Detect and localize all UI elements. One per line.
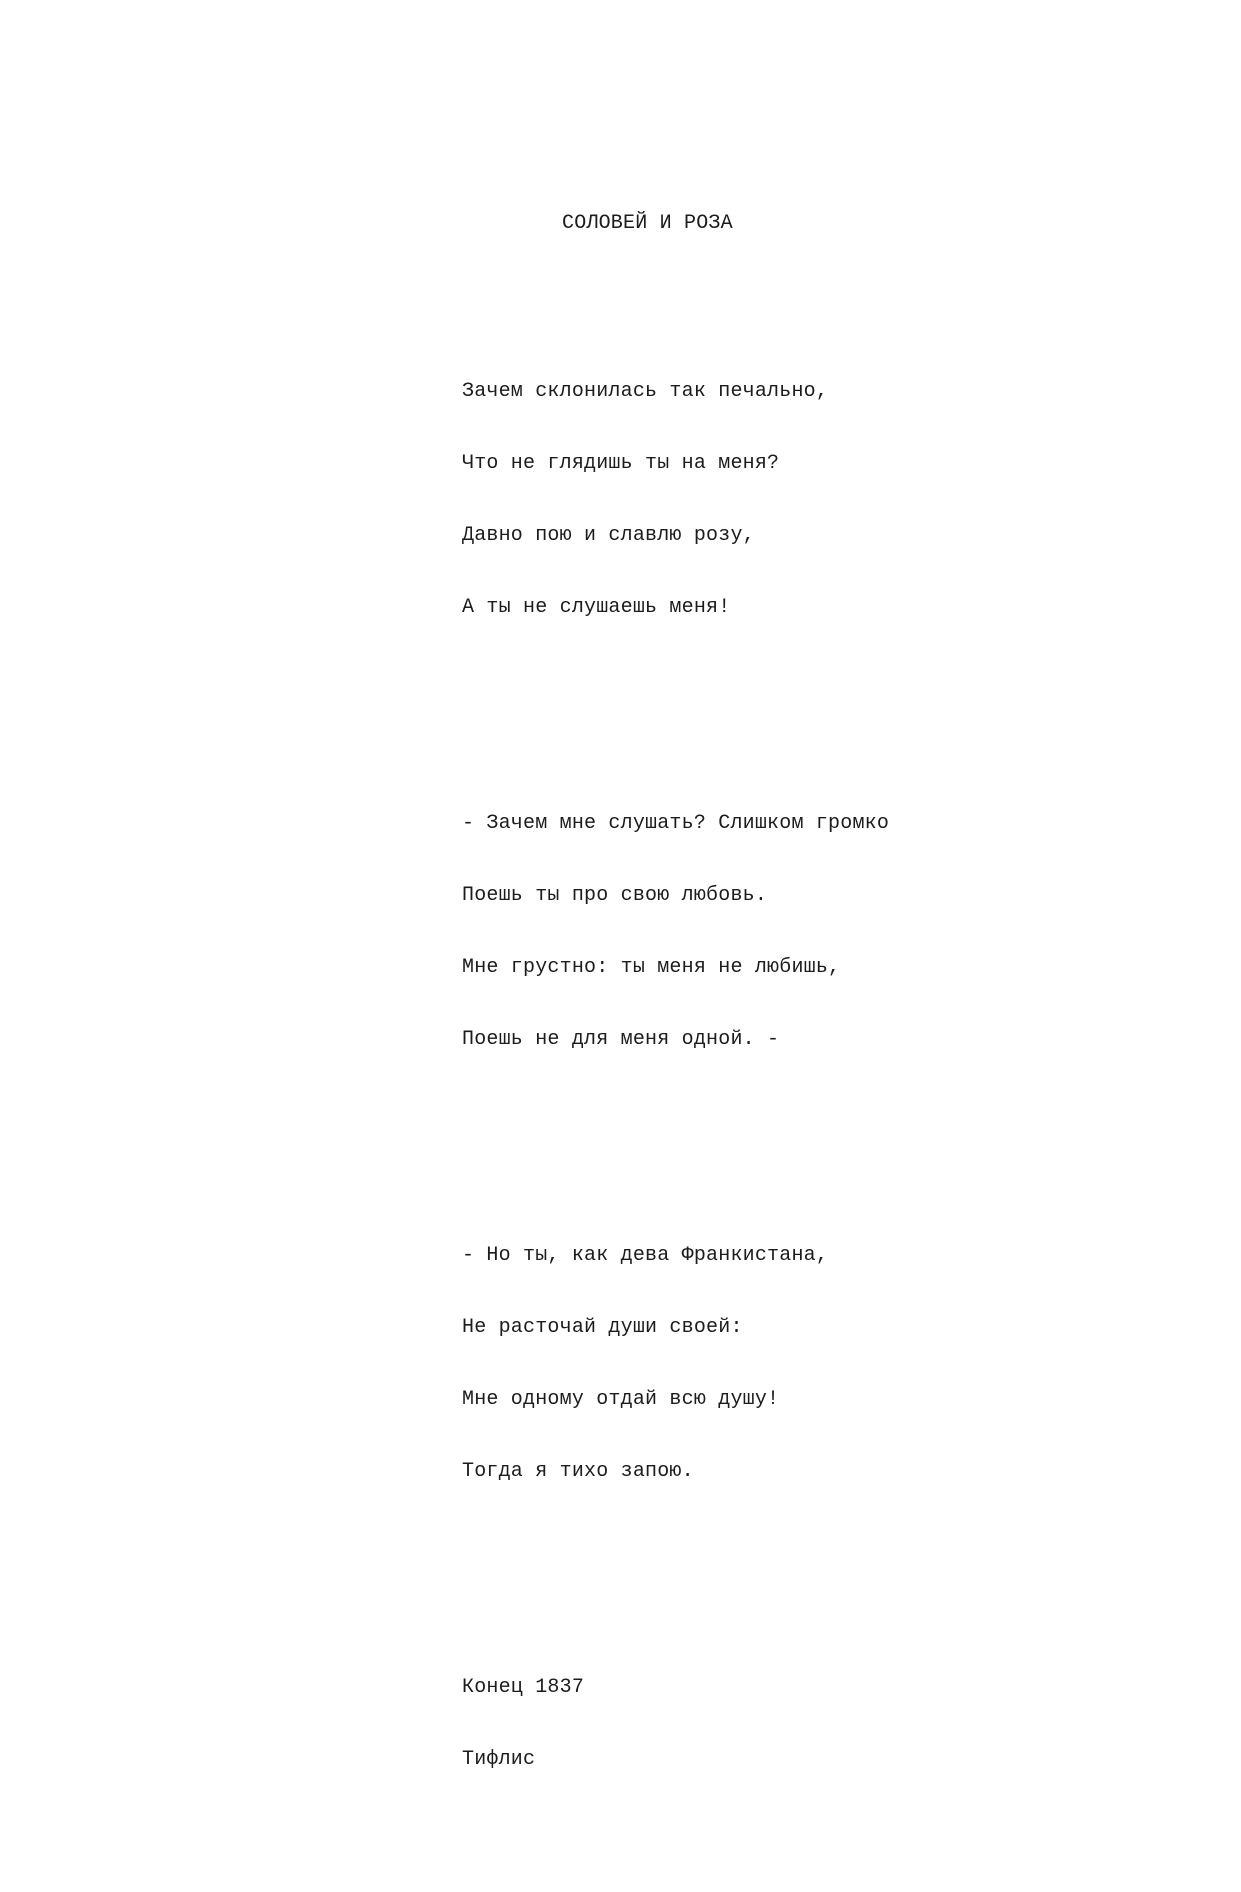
poem-line: Мне одному отдай всю душу! (462, 1388, 780, 1411)
poem-line: Тогда я тихо запою. (462, 1460, 694, 1483)
poem-text-block (462, 140, 889, 1892)
poem-line: Поешь ты про свою любовь. (462, 884, 768, 907)
date-line: Конец 1837 (462, 1676, 585, 1699)
poem-line: А ты не слушаешь меня! (462, 596, 731, 619)
poem-line: - Но ты, как дева Франкистана, (462, 1244, 829, 1267)
poem-line: Не расточай души своей: (462, 1316, 743, 1339)
stanza-2 (462, 764, 889, 1100)
place-line: Тифлис (462, 1748, 536, 1771)
stanza-3 (462, 1196, 889, 1532)
poem-line: - Зачем мне слушать? Слишком громко (462, 812, 890, 835)
stanza-1 (462, 332, 889, 668)
poem-line: Поешь не для меня одной. - (462, 1028, 780, 1051)
poem-line: Мне грустно: ты меня не любишь, (462, 956, 841, 979)
poem-line: Зачем склонилась так печально, (462, 380, 829, 403)
poem-title: СОЛОВЕЙ И РОЗА (562, 212, 733, 235)
poem-colophon (462, 1628, 889, 1820)
poem-line: Что не глядишь ты на меня? (462, 452, 780, 475)
poem-line: Давно пою и славлю розу, (462, 524, 755, 547)
